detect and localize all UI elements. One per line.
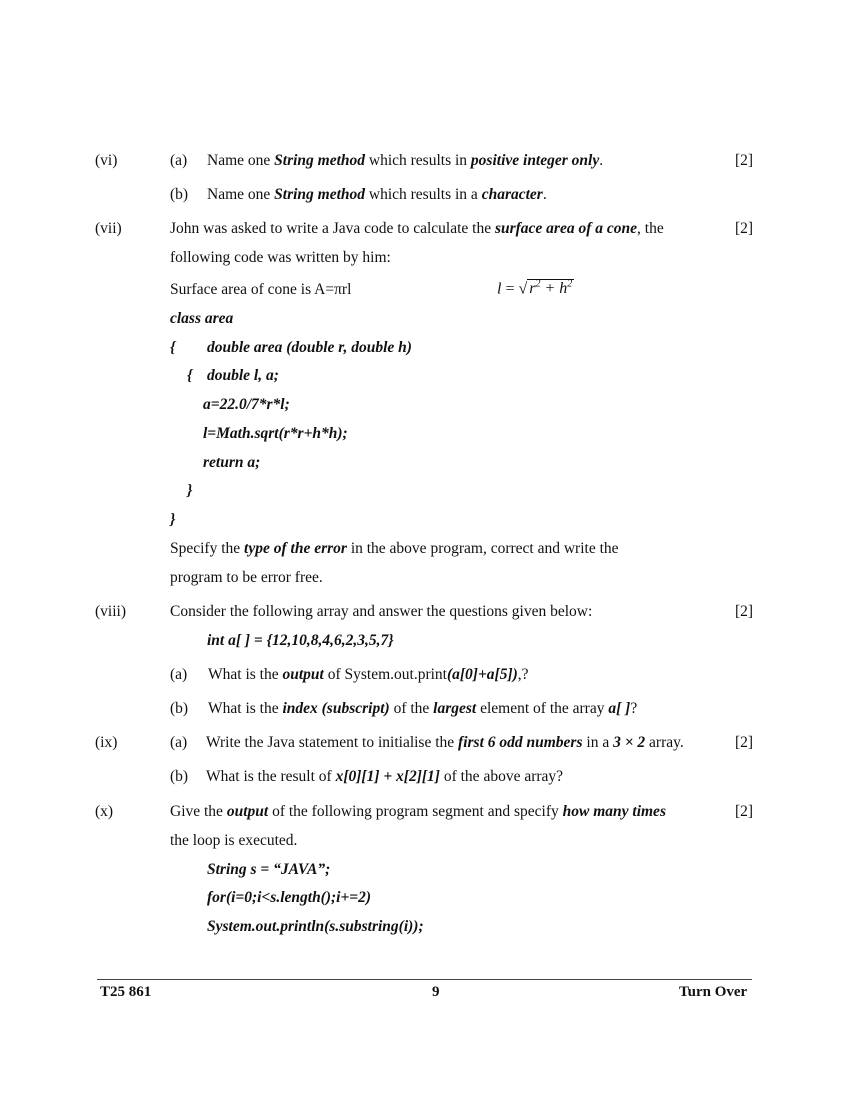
question-vi-a: Name one String method which results in positive integer only. — [207, 152, 604, 169]
subpart-label: (a) — [170, 152, 188, 169]
question-vii-specify: Specify the type of the error in the above program, correct and write the — [170, 540, 619, 557]
question-number-viii: (viii) — [95, 603, 126, 620]
code-line: for(i=0;i<s.length();i+=2) — [207, 889, 372, 906]
turn-over: Turn Over — [679, 984, 748, 1000]
marks: [2] — [735, 220, 754, 237]
code-line: { — [187, 367, 193, 384]
question-ix-b: What is the result of x[0][1] + x[2][1] of the above array? — [206, 768, 564, 785]
code-line: String s = “JAVA”; — [207, 861, 331, 878]
question-viii-b: What is the index (subscript) of the largest element of the array a[ ]? — [208, 700, 638, 717]
subpart-label: (b) — [170, 768, 189, 785]
formula-slant-height: l = √ $r^2 + h^2$ — [497, 279, 573, 298]
code-line: } — [187, 482, 193, 499]
code-line: System.out.println(s.substring(i)); — [207, 918, 424, 935]
question-viii-a: What is the output of System.out.print(a[0]+a[5]),? — [208, 666, 529, 683]
marks: [2] — [735, 734, 754, 751]
page-number: 9 — [432, 984, 440, 1000]
code-line: l=Math.sqrt(r*r+h*h); — [203, 425, 348, 442]
array-declaration: int a[ ] = {12,10,8,4,6,2,3,5,7} — [207, 632, 394, 649]
code-line: { — [170, 339, 176, 356]
code-line: return a; — [203, 454, 261, 471]
marks: [2] — [735, 152, 754, 169]
code-line: double area (double r, double h) — [207, 339, 412, 356]
formula-text: Surface area of cone is A=πrl — [170, 281, 352, 298]
question-number-x: (x) — [95, 803, 114, 820]
question-number-ix: (ix) — [95, 734, 118, 751]
code-line: class area — [170, 310, 234, 327]
question-number-vii: (vii) — [95, 220, 122, 237]
paper-code: T25 861 — [100, 984, 152, 1000]
question-vii-line2: following code was written by him: — [170, 249, 391, 266]
marks: [2] — [735, 803, 754, 820]
question-x-line1: Give the output of the following program segment and specify how many times — [170, 803, 666, 820]
code-line: a=22.0/7*r*l; — [203, 396, 290, 413]
question-vii-line1: John was asked to write a Java code to calculate the surface area of a cone, the — [170, 220, 664, 237]
question-number-vi: (vi) — [95, 152, 118, 169]
question-vii-specify-2: program to be error free. — [170, 569, 323, 586]
marks: [2] — [735, 603, 754, 620]
question-x-line2: the loop is executed. — [170, 832, 298, 849]
subpart-label: (b) — [170, 700, 189, 717]
question-viii-line1: Consider the following array and answer the questions given below: — [170, 603, 593, 620]
question-vi-b: Name one String method which results in a character. — [207, 186, 547, 203]
code-line: double l, a; — [207, 367, 279, 384]
subpart-label: (b) — [170, 186, 189, 203]
code-line: } — [170, 511, 176, 528]
footer-divider — [97, 979, 752, 980]
subpart-label: (a) — [170, 734, 188, 751]
subpart-label: (a) — [170, 666, 188, 683]
question-ix-a: Write the Java statement to initialise the first 6 odd numbers in a 3 × 2 array. — [206, 734, 684, 751]
